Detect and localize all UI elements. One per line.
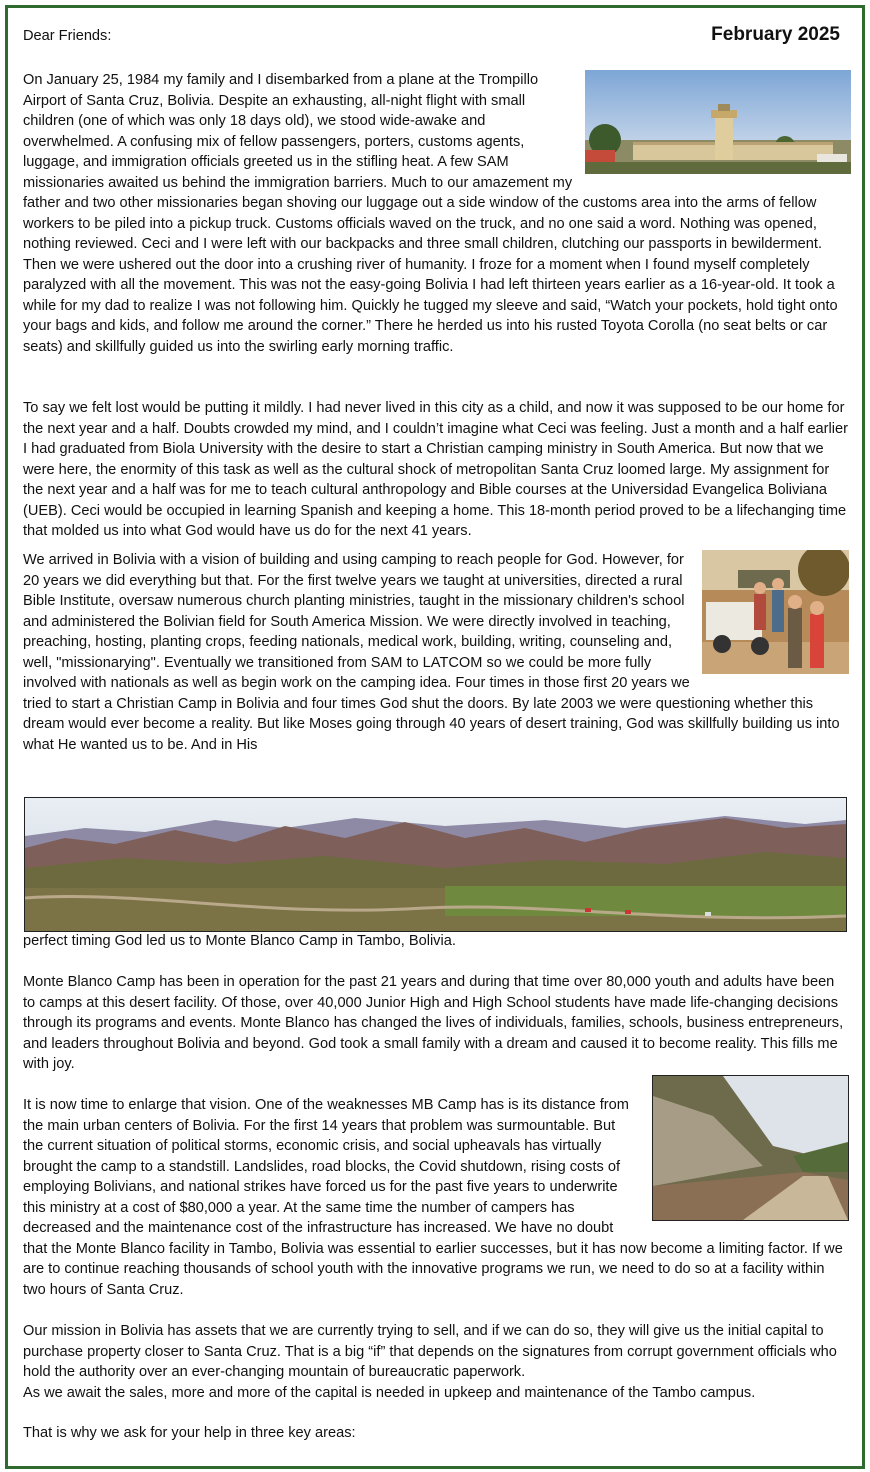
paragraph-text: As we await the sales, more and more of the capital is needed in upkeep and maintenance of the Tambo campus. <box>23 1384 756 1401</box>
paragraph-text: On January 25, 1984 my family and I disembarked from a plane at the Trompillo Airport of Santa Cruz, Bolivia. Despite an exhausting, all-night flight with small children (one of which was only 18 days old), we stood wide-awake and overwhelmed. A confusing mix of fellow passengers, porters, customs agents, luggage, and immigration officials greeted us in the stifling heat. A few SAM missionaries awaited us behind the immigration barriers. Much to our amazement my father and two other missionaries began shoving our luggage out a side window of the customs area into the arms of fellow workers to be piled into a pickup truck. Customs officials waved on the truck, and no one said a word. Nothing was opened, nothing reviewed. Ceci and I were left with our backpacks and three small children, clutching our passports in bewilderment. Then we were ushered out the door into a crushing river of humanity. I froze for a moment when I found myself completely paralyzed with all the movement. This was not the easy-going Bolivia I had left thirteen years earlier as a 16-year-old. It took a while for my dad to realize I was not following him. Quickly he tugged my sleeve and said, “Watch your pockets, hold tight onto your bags and kids, and follow me around the corner.” There he herded us into his rusted Toyota Corolla (no seat belts or car seats) and skillfully guided us into the swirling early morning traffic. <box>23 72 838 355</box>
greeting: Dear Friends: <box>23 28 112 44</box>
paragraph-text: Our mission in Bolivia has assets that we are currently trying to sell, and if we can do so, they will give us the initial capital to purchase property closer to Santa Cruz. That is a big “if” that depends on the signatures from corrupt government officials who hold the authority over an ever-changing mountain of bureaucratic paperwork. <box>23 1323 837 1380</box>
landscape-panorama-photo <box>24 797 847 932</box>
paragraph-text: It is now time to enlarge that vision. One of the weaknesses MB Camp has is its distance from the main urban centers of Bolivia. For the first 14 years that problem was surmountable. But the current situation of political storms, economic crisis, and social upheavals has virtually brought the camp to a standstill. Landslides, road blocks, the Covid shutdown, rising costs of employing Bolivians, and national strikes have forced us for the past five years to underwrite this ministry at a cost of $80,000 a year. At the same time the number of campers has decreased and the maintenance cost of the infrastructure has increased. We have no doubt that the Monte Blanco facility in Tambo, Bolivia was essential to earlier successes, but it has now become a limiting factor. If we are to continue reaching thousands of school youth with the innovative programs we run, we need to do so at a facility within two hours of Santa Cruz. <box>23 1097 843 1298</box>
paragraph-text: Monte Blanco Camp has been in operation for the past 21 years and during that time over 80,000 youth and adults have been to camps at this desert facility. Of those, over 40,000 Junior High and High School students have made life-changing decisions through its programs and events. Monte Blanco has changed the lives of individuals, families, schools, business entrepreneurs, and leaders throughout Bolivia and beyond. God took a small family with a dream and caused it to become reality. This fills me with joy. <box>23 974 844 1072</box>
paragraph-camp-impact <box>23 972 849 1075</box>
paragraph-text: We arrived in Bolivia with a vision of building and using camping to reach people for God. However, for 20 years we did everything but that. For the first twelve years we taught at universities, directed a rural Bible Institute, oversaw numerous church planting ministries, taught in the missionary children's school and administered the Bolivian field for South America Mission. We were directly involved in teaching, preaching, hosting, planting crops, feeding nationals, medical work, building, writing, counseling and, well, "missionarying". Eventually we transitioned from SAM to LATCOM so we could be more fully involved with nationals as well as begin work on the camping idea. Four times in those first 20 years we tried to start a Christian Camp in Bolivia and four times God shut the doors. By late 2003 we were questioning whether this dream would ever become a reality. But like Moses going through 40 years of desert training, God was skillfully building us into what He wanted us to be. And in His <box>23 552 840 753</box>
paragraph-assets <box>23 1321 849 1403</box>
paragraph-vision <box>23 550 849 755</box>
paragraph-enlarge-vision <box>23 1095 849 1300</box>
letter-date: February 2025 <box>711 24 840 45</box>
paragraph-text: To say we felt lost would be putting it mildly. I had never lived in this city as a child, and now it was supposed to be our home for the next year and a half. Doubts crowded my mind, and I couldn’t imagine what Ceci was feeling. Just a month and a half earlier I had graduated from Biola University with the desire to start a Christian camping ministry in South America. But now that we were here, the enormity of this task as well as the cultural shock of metropolitan Santa Cruz loomed large. My assignment for the next year and a half was for me to teach cultural anthropology and Bible courses at the Universidad Evangelica Boliviana (UEB). Ceci would be occupied in learning Spanish and keeping a home. This 18-month period proved to be a lifechanging time that molded us into what God would have us do for the next 41 years. <box>23 400 848 539</box>
paragraph-closing: That is why we ask for your help in three key areas: <box>23 1425 356 1441</box>
paragraph-monte-blanco-intro: perfect timing God led us to Monte Blanco Camp in Tambo, Bolivia. <box>23 933 456 949</box>
airport-photo <box>585 70 851 174</box>
paragraph-first-years <box>23 398 849 542</box>
landslide-road-photo <box>652 1075 849 1221</box>
family-jeep-photo <box>702 550 849 674</box>
paragraph-arrival <box>23 70 851 357</box>
